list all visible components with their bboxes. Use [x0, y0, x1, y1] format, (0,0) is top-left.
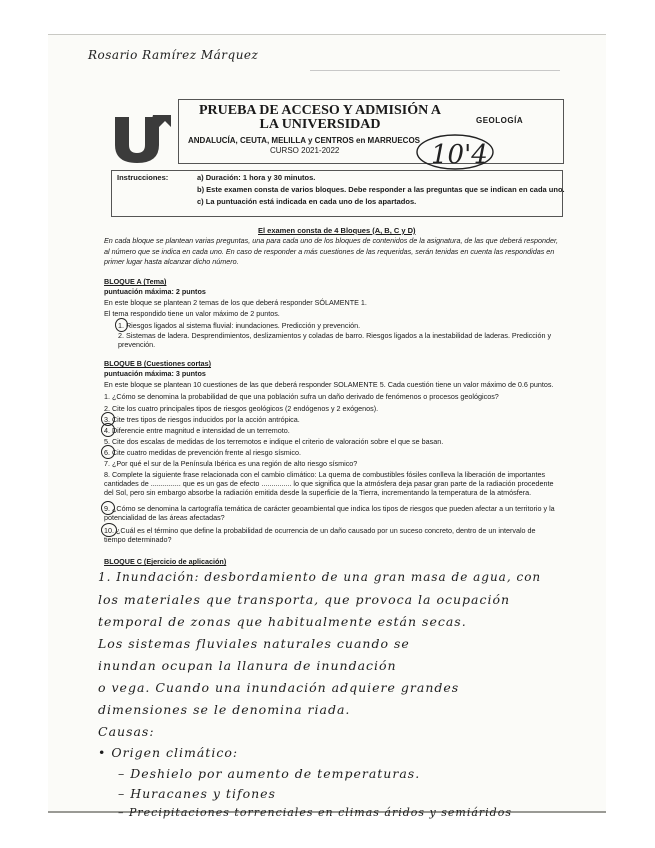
block-b-item-1: 1. ¿Cómo se denomina la probabilidad de que una población sufra un daño derivado de fenómenos o procesos geológicos? [104, 392, 499, 401]
block-a-line2: El tema respondido tiene un valor máximo de 2 puntos. [104, 309, 280, 318]
exam-subject: GEOLOGÍA [476, 116, 524, 125]
block-a-title: BLOQUE A (Tema) [104, 277, 167, 286]
answer-line-1: 1. Inundación: desbordamiento de una gran masa de agua, con [98, 570, 542, 584]
block-b-item-3: 3. Cite tres tipos de riesgos inducidos por la acción antrópica. [104, 415, 300, 424]
exam-subtitle: ANDALUCÍA, CEUTA, MELILLA y CENTROS en MARRUECOS [188, 136, 420, 145]
block-a-line1: En este bloque se plantean 2 temas de los que deberá responder SÓLAMENTE 1. [104, 298, 367, 307]
answer-line-9: • Origen climático: [98, 745, 239, 760]
block-b-item-10: 10. ¿Cuál es el término que define la probabilidad de ocurrencia de un daño causado por un suceso concreto, dentro de un intervalo de tiempo determinado? [104, 526, 536, 544]
block-b-item-8: 8. Complete la siguiente frase relacionada con el cambio climático: La quema de combustibles fósiles conlleva la liberación de importantes cantidades de ............... que es un gas de efecto ............... lo que significa que la atmósfera deja pasar gran parte de la radiación procedente del Sol, pero sin embargo absorbe la radiación emitida desde la superficie de la Tierra, incrementando la temperatura de la atmósfera. [104, 470, 554, 497]
block-c-title: BLOQUE C (Ejercicio de aplicación) [104, 557, 227, 566]
answer-line-5: inundan ocupan la llanura de inundación [98, 658, 397, 673]
name-rule-line [310, 70, 560, 71]
instruction-b: b) Este examen consta de varios bloques. Debe responder a las preguntas que se indican en cada uno. [197, 185, 565, 194]
answer-line-8: Causas: [98, 724, 155, 739]
answer-line-4: Los sistemas fluviales naturales cuando se [98, 636, 410, 651]
block-a-score: puntuación máxima: 2 puntos [104, 287, 206, 296]
block-b-title: BLOQUE B (Cuestiones cortas) [104, 359, 212, 368]
block-b-item-5: 5. Cite dos escalas de medidas de los terremotos e indique el criterio de valoración sobre el que se basan. [104, 437, 444, 446]
selected-circle-b4 [101, 423, 115, 437]
block-a-item-1: 1. Riesgos ligados al sistema fluvial: inundaciones. Predicción y prevención. [118, 321, 361, 330]
block-b-item-6: 6. Cite cuatro medidas de prevención frente al riesgo sísmico. [104, 448, 301, 457]
answer-line-7: dimensiones se le denomina riada. [98, 702, 351, 717]
answer-line-12: – Precipitaciones torrenciales en climas áridos y semiáridos [118, 806, 512, 819]
exam-course: CURSO 2021-2022 [270, 146, 340, 155]
block-b-score: puntuación máxima: 3 puntos [104, 369, 206, 378]
grade-text: 10'4 [431, 140, 488, 170]
answer-line-6: o vega. Cuando una inundación adquiere grandes [98, 680, 460, 695]
block-b-item-4: 4. Diferencie entre magnitud e intensidad de un terremoto. [104, 426, 290, 435]
block-b-item-2: 2. Cite los cuatro principales tipos de riesgos geológicos (2 endógenos y 2 exógenos). [104, 404, 379, 413]
student-name: Rosario Ramírez Márquez [88, 48, 259, 62]
selected-circle-b6 [101, 445, 115, 459]
answer-line-10: – Deshielo por aumento de temperaturas. [118, 766, 421, 781]
grade-mark [415, 131, 495, 171]
instruction-a: a) Duración: 1 hora y 30 minutos. [197, 173, 316, 182]
block-b-item-9: 9. ¿Cómo se denomina la cartografía temática de carácter geoambiental que indica los tipos de riesgos que pueden afectar a un territorio y la potencialidad de las áreas afectadas? [104, 504, 555, 522]
block-b-item-7: 7. ¿Por qué el sur de la Península Ibérica es una región de alto riesgo sísmico? [104, 459, 358, 468]
university-logo-icon [113, 113, 173, 163]
instruction-c: c) La puntuación está indicada en cada uno de los apartados. [197, 197, 417, 206]
intro-text: En cada bloque se plantean varias preguntas, una para cada uno de los bloques de contenidos de la asignatura, de las que deberá responder, al número que se indica en cada uno. En caso de responder a más cuestiones de las requeridas, serán tenidas en cuenta las respondidas en primer lugar hasta alcanzar dicho número. [104, 236, 558, 266]
exam-heading: El examen consta de 4 Bloques (A, B, C y D) [258, 226, 416, 235]
block-a-item-2: 2. Sistemas de ladera. Desprendimientos, deslizamientos y coladas de barro. Riesgos ligados a la inestabilidad de laderas. Predicción y prevención. [118, 331, 552, 349]
answer-line-2: los materiales que transporta, que provoca la ocupación [98, 592, 511, 607]
block-b-line1: En este bloque se plantean 10 cuestiones de las que deberá responder SOLAMENTE 5. Cada cuestión tiene un valor máximo de 0.6 puntos. [104, 380, 554, 389]
selected-circle-a1 [115, 318, 128, 332]
answer-line-11: – Huracanes y tifones [118, 786, 276, 801]
instructions-label: Instrucciones: [117, 173, 169, 182]
answer-line-3: temporal de zonas que habitualmente están secas. [98, 614, 467, 629]
selected-circle-b9 [101, 501, 115, 515]
sheet-top-edge [48, 34, 606, 35]
exam-title: PRUEBA DE ACCESO Y ADMISIÓN A LA UNIVERSIDAD [198, 103, 442, 132]
selected-circle-b10 [101, 523, 117, 537]
